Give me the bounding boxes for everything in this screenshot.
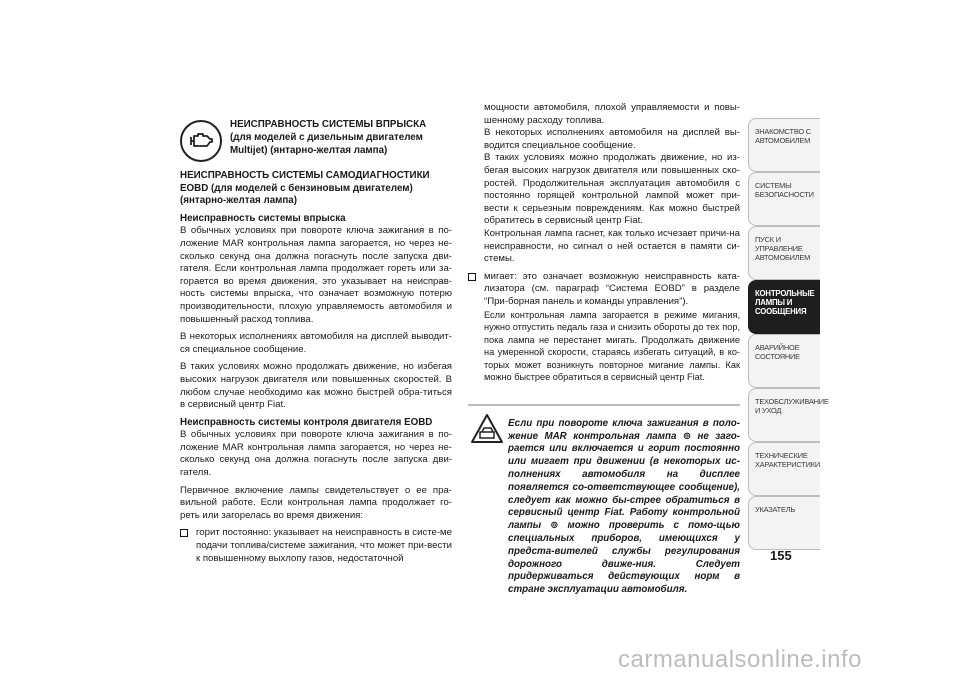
title-line: НЕИСПРАВНОСТЬ СИСТЕМЫ ВПРЫСКА	[230, 119, 427, 130]
paragraph: В таких условиях можно продолжать движение, но из-бегая высоких нагрузок двигателя или повышенных ско-ростей. Продолжительная эксплуатация автомобиля с постоянно горящей контрольной лампой может при-вести к серьезным повреждениям. Как можно быстрей обратитесь в сервисный центр Fiat.	[484, 152, 740, 227]
page-number: 155	[770, 548, 792, 563]
paragraph: Первичное включение лампы свидетельствует о ее пра-вильной работе. Если контрольная лампа продолжает го-реть или загорелась во время движения:	[180, 484, 452, 521]
engine-check-icon	[180, 120, 222, 162]
paragraph: В некоторых исполнениях автомобиля на дисплей выводит-ся специальное сообщение.	[180, 331, 452, 355]
tab-maintenance[interactable]: ТЕХОБСЛУЖИВАНИЕ И УХОД	[748, 388, 820, 442]
subheading-injection: Неисправность системы впрыска	[180, 212, 346, 224]
section-heading: НЕИСПРАВНОСТЬ СИСТЕМЫ САМОДИАГНОСТИКИ EOBD (для моделей с бензиновым двигателем) (янтарно-желтая лампа)	[180, 170, 430, 207]
title-line: Multijet) (янтарно-желтая лампа)	[230, 145, 388, 156]
icon-section-title	[230, 118, 452, 157]
tab-technical-specs[interactable]: ТЕХНИЧЕСКИЕ ХАРАКТЕРИСТИКИ	[748, 442, 820, 496]
warning-box	[468, 408, 740, 607]
title-line: (для моделей с дизельным двигателем	[230, 132, 423, 143]
tab-index[interactable]: УКАЗАТЕЛЬ	[748, 496, 820, 550]
paragraph: Контрольная лампа гаснет, как только исчезает причи-на неисправности, но сигнал о ней остается в памяти си-стемы.	[484, 227, 740, 265]
paragraph: В обычных условиях при повороте ключа зажигания в по-ложение MAR контрольная лампа загорается, но через не-сколько секунд она должна погаснуть после запуска дви-гателя.	[180, 429, 452, 479]
checkbox-bullet-icon	[180, 529, 188, 537]
bullet-item: мигает: это означает возможную неисправность ката-лизатора (см. параграф “Система EOBD” в разделе “При-борная панель и команды управления”).	[468, 271, 740, 309]
bullet-item: горит постоянно: указывает на неисправность в систе-ме подачи топлива/системе зажигания, что может при-вести к повышенному выхлопу газов, недостаточной	[180, 527, 452, 565]
tab-emergency[interactable]: АВАРИЙНОЕ СОСТОЯНИЕ	[748, 334, 820, 388]
warning-text: Если при повороте ключа зажигания в поло-жение MAR контрольная лампа ⊚ не заго-рается или включается и горит постоянно или мигает при движении (в некоторых ис-полнениях автомобиля на дисплее появляется со-ответствующее сообщение), следует как можно бы-стрее обратиться в сервисный центр Fiat. Работу контрольной лампы ⊚ можно проверить с помо-щью специальных приборов, имеющихся у предста-вителей службы регулирования дорожного движе-ния. Следует придерживаться действующих норм в стране эксплуатации автомобиля.	[508, 417, 740, 596]
tab-safety[interactable]: СИСТЕМЫ БЕЗОПАСНОСТИ	[748, 172, 820, 226]
middle-column	[468, 102, 740, 384]
paragraph: В некоторых исполнениях автомобиля на дисплей вы-водится специальное сообщение.	[484, 127, 740, 151]
left-column	[180, 170, 452, 565]
watermark: carmanualsonline.info	[618, 646, 862, 673]
paragraph: мощности автомобиля, плохой управляемости и повы-шенному расходу топлива.	[484, 102, 740, 126]
paragraph: Если контрольная лампа загорается в режиме мигания, нужно отпустить педаль газа и снизить обороты до тех пор, пока лампа не перестанет мигать. Продолжать движение на умеренной скорости, стараясь избегать ситуаций, в ко-торых может возникнуть повторное мигание лампы. Как можно быстрее обратиться в сервисный центр Fiat.	[484, 309, 740, 383]
tab-getting-to-know[interactable]: ЗНАКОМСТВО С АВТОМОБИЛЕМ	[748, 118, 820, 172]
subheading-eobd: Неисправность системы контроля двигателя EOBD	[180, 416, 433, 428]
paragraph: В обычных условиях при повороте ключа зажигания в по-ложение MAR контрольная лампа загорается, но через не-сколько секунд она должна погаснуть после запуска дви-гателя. Если контрольная лампа продолжает гореть или за-горается во время движения, это указывает на неисправ-ность системы впрыска, что означает возможную потерю производительности, плохую управляемость автомобиля и повышенный расход топлива.	[180, 225, 452, 325]
tab-starting-driving[interactable]: ПУСК И УПРАВЛЕНИЕ АВТОМОБИЛЕМ	[748, 226, 820, 280]
checkbox-bullet-icon	[468, 273, 476, 281]
section-tabs	[748, 118, 829, 550]
warning-divider	[468, 404, 740, 406]
tab-warning-lights[interactable]: КОНТРОЛЬНЫЕ ЛАМПЫ И СООБЩЕНИЯ	[748, 280, 820, 334]
paragraph: В таких условиях можно продолжать движение, но избегая высоких нагрузок двигателя или повышенных скоростей. В любом случае необходимо как можно быстрей обра-титься в сервисный центр Fiat.	[180, 361, 452, 411]
